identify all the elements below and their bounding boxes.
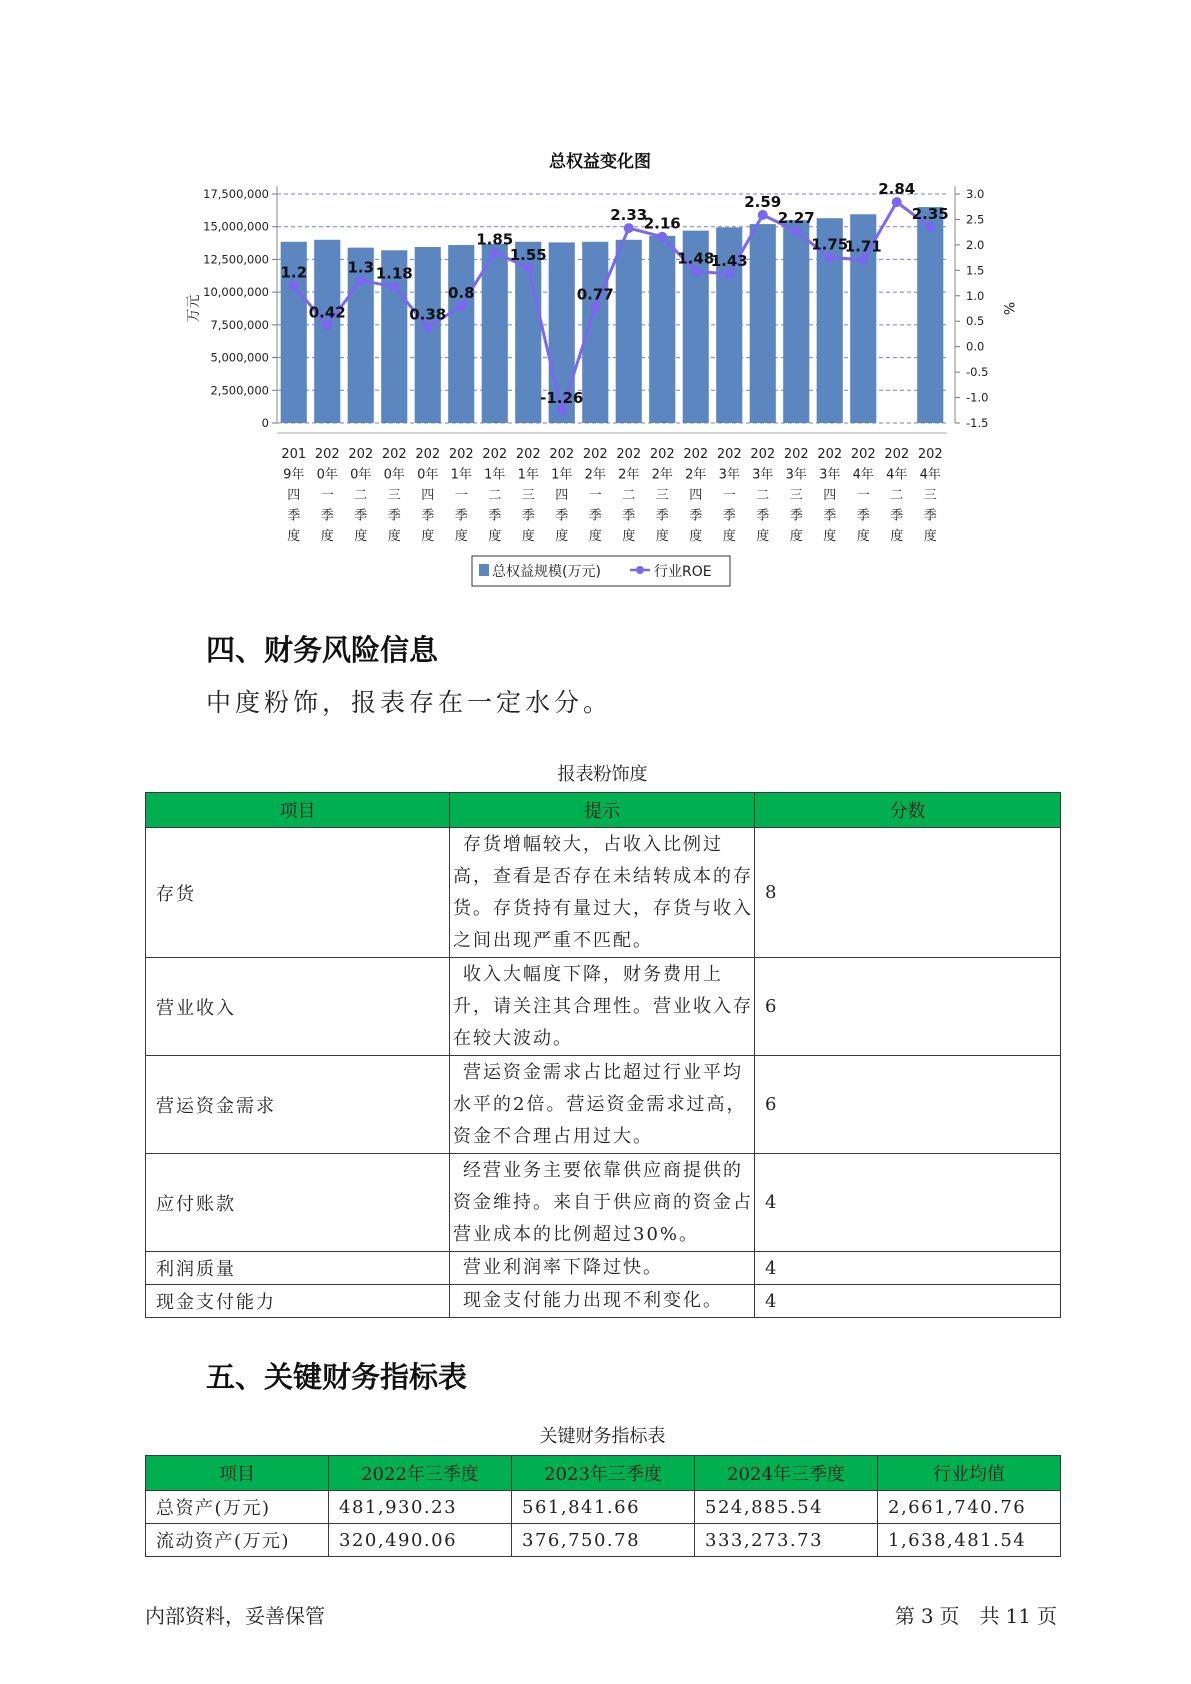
roe-point: [791, 226, 801, 236]
roe-data-label: 1.18: [375, 264, 413, 283]
risk-hint: 收入大幅度下降，财务费用上升，请关注其合理性。营业收入存在较大波动。: [453, 963, 753, 1049]
bar: [616, 240, 642, 423]
x-tick-label: 一: [588, 488, 602, 503]
x-tick-label: 1年: [450, 467, 472, 483]
roe-data-label: 1.85: [476, 230, 514, 249]
column-header-score: 分数: [755, 793, 1061, 828]
y-tick-label: 10,000,000: [203, 285, 269, 300]
y2-tick-label: 2.0: [966, 237, 985, 252]
x-tick-label: 三: [655, 488, 669, 503]
y-tick-label: 12,500,000: [203, 252, 269, 267]
y2-tick-label: 1.0: [966, 288, 985, 303]
x-tick-label: 0年: [316, 467, 338, 483]
roe-point: [758, 210, 768, 220]
roe-point: [289, 281, 299, 291]
column-header-2024q3: 2024年三季度: [695, 1456, 878, 1491]
risk-item: 应付账款: [146, 1154, 450, 1252]
x-tick-label: 1年: [517, 467, 539, 483]
x-tick-label: 季: [890, 508, 904, 524]
x-tick-label: 季: [923, 508, 937, 524]
x-tick-label: 季: [454, 508, 468, 524]
table-row: [146, 1154, 1061, 1252]
x-tick-label: 202: [415, 447, 441, 462]
roe-data-label: 2.27: [777, 209, 815, 228]
roe-data-label: 1.75: [811, 235, 849, 254]
column-header-item: 项目: [146, 1456, 329, 1491]
x-tick-label: 季: [823, 508, 837, 524]
roe-data-label: 2.84: [878, 180, 916, 199]
x-tick-label: 季: [488, 508, 502, 524]
x-tick-label: 三: [923, 488, 937, 503]
y-tick-label: 5,000,000: [210, 350, 269, 365]
roe-data-label: 1.2: [280, 263, 308, 282]
risk-summary: 中度粉饰，报表存在一定水分。: [206, 688, 613, 717]
kpi-value: 481,930.23: [329, 1491, 512, 1524]
x-tick-label: 2年: [618, 467, 640, 483]
x-tick-label: 4年: [852, 467, 874, 483]
x-tick-label: 度: [387, 529, 401, 544]
y-axis-label: 万元: [186, 294, 202, 323]
risk-score: 8: [755, 828, 1061, 958]
roe-data-label: 1.48: [677, 249, 715, 268]
x-tick-label: 202: [314, 447, 340, 462]
x-tick-label: 度: [655, 529, 669, 544]
risk-table: [145, 792, 1061, 1318]
roe-data-label: 1.43: [710, 251, 748, 270]
x-tick-label: 一: [320, 488, 334, 503]
roe-data-label: 2.35: [911, 205, 949, 224]
x-tick-label: 202: [649, 447, 675, 462]
x-tick-label: 1年: [484, 467, 506, 483]
bar: [415, 247, 441, 423]
x-tick-label: 2年: [584, 467, 606, 483]
x-tick-label: 4年: [886, 467, 908, 483]
y2-tick-label: -1.5: [966, 416, 989, 430]
x-tick-label: 季: [521, 508, 535, 524]
roe-point: [624, 223, 634, 233]
column-header-2022q3: 2022年三季度: [329, 1456, 512, 1491]
y-tick-label: 0: [261, 416, 269, 430]
x-tick-label: 202: [549, 447, 575, 462]
x-tick-label: 202: [716, 447, 742, 462]
x-tick-label: 度: [823, 529, 837, 544]
y2-tick-label: -1.0: [966, 390, 989, 405]
x-tick-label: 3年: [752, 467, 774, 483]
roe-data-label: -1.26: [540, 388, 584, 407]
column-header-2023q3: 2023年三季度: [512, 1456, 695, 1491]
kpi-item: 流动资产(万元): [146, 1524, 329, 1557]
bar: [482, 244, 508, 423]
y2-tick-label: 0.5: [966, 314, 985, 329]
kpi-value: 2,661,740.76: [878, 1491, 1061, 1524]
x-tick-label: 季: [622, 508, 636, 524]
risk-score: 4: [755, 1154, 1061, 1252]
roe-data-label: 0.38: [409, 305, 447, 324]
table-row: [146, 958, 1061, 1056]
x-tick-label: 一: [722, 488, 736, 503]
roe-point: [322, 320, 332, 330]
x-tick-label: 3年: [819, 467, 841, 483]
kpi-table-caption: 关键财务指标表: [539, 1426, 666, 1447]
x-tick-label: 二: [354, 488, 368, 503]
x-tick-label: 季: [856, 508, 870, 524]
chart-title: 总权益变化图: [549, 152, 651, 172]
y-tick-label: 7,500,000: [210, 317, 269, 332]
x-tick-label: 3年: [785, 467, 807, 483]
x-tick-label: 季: [320, 508, 334, 524]
risk-item: 营运资金需求: [146, 1056, 450, 1154]
footer-confidential: 内部资料，妥善保管: [145, 1604, 325, 1628]
x-tick-label: 季: [287, 508, 301, 524]
x-tick-label: 2年: [651, 467, 673, 483]
risk-score: 6: [755, 1056, 1061, 1154]
x-tick-label: 1年: [551, 467, 573, 483]
kpi-value: 333,273.73: [695, 1524, 878, 1557]
roe-point: [858, 255, 868, 265]
x-tick-label: 度: [923, 529, 937, 544]
y-tick-label: 2,500,000: [210, 383, 269, 398]
x-tick-label: 季: [354, 508, 368, 524]
roe-point: [456, 301, 466, 311]
x-tick-label: 度: [454, 529, 468, 544]
legend-swatch-point: [636, 566, 644, 574]
x-tick-label: 四: [555, 488, 569, 503]
x-tick-label: 202: [884, 447, 910, 462]
table-row: [146, 1056, 1061, 1154]
risk-item: 利润质量: [146, 1252, 450, 1285]
page-suffix: 页: [1037, 1604, 1057, 1628]
page-prefix: 第: [894, 1604, 915, 1628]
roe-point: [825, 253, 835, 263]
x-tick-label: 202: [448, 447, 474, 462]
section-heading-financial-risk: 四、财务风险信息: [206, 633, 439, 667]
risk-score: 6: [755, 958, 1061, 1056]
bar: [750, 224, 776, 423]
x-tick-label: 度: [856, 529, 870, 544]
y-tick-label: 17,500,000: [203, 187, 269, 201]
bar: [649, 236, 675, 423]
x-tick-label: 202: [850, 447, 876, 462]
roe-point: [691, 266, 701, 276]
x-tick-label: 202: [348, 447, 374, 462]
roe-data-label: 1.3: [347, 258, 375, 277]
x-tick-label: 度: [622, 529, 636, 544]
x-tick-label: 202: [381, 447, 407, 462]
x-tick-label: 季: [756, 508, 770, 524]
page-total: 11: [1005, 1604, 1031, 1628]
x-tick-label: 度: [756, 529, 770, 544]
x-tick-label: 9年: [283, 467, 305, 483]
roe-point: [557, 406, 567, 416]
x-tick-label: 二: [890, 488, 904, 503]
table-row: [146, 1285, 1061, 1318]
x-tick-label: 二: [488, 488, 502, 503]
x-tick-label: 4年: [919, 467, 941, 483]
x-tick-label: 度: [789, 529, 803, 544]
x-tick-label: 2年: [685, 467, 707, 483]
page-number: [892, 1600, 1060, 1629]
x-tick-label: 度: [488, 529, 502, 544]
x-tick-label: 度: [588, 529, 602, 544]
roe-point: [657, 232, 667, 242]
roe-point: [490, 248, 500, 258]
x-tick-label: 季: [387, 508, 401, 524]
y2-tick-label: -0.5: [966, 365, 989, 380]
kpi-value: 1,638,481.54: [878, 1524, 1061, 1557]
x-tick-label: 201: [281, 447, 307, 462]
x-tick-label: 季: [588, 508, 602, 524]
x-tick-label: 202: [783, 447, 809, 462]
roe-point: [590, 302, 600, 312]
page-mid: 页 共: [939, 1604, 1000, 1628]
x-tick-label: 三: [789, 488, 803, 503]
x-tick-label: 度: [320, 529, 334, 544]
y2-tick-label: 2.5: [966, 212, 985, 227]
roe-data-label: 0.8: [447, 283, 475, 302]
equity-chart: [0, 0, 1191, 600]
risk-table-caption: 报表粉饰度: [557, 764, 648, 785]
x-tick-label: 202: [683, 447, 709, 462]
bar: [448, 245, 474, 423]
x-tick-label: 202: [750, 447, 776, 462]
section-heading-key-indicators: 五、关键财务指标表: [206, 1360, 468, 1394]
risk-score: 4: [755, 1252, 1061, 1285]
roe-data-label: 0.77: [576, 285, 614, 304]
x-tick-label: 季: [421, 508, 435, 524]
x-tick-label: 四: [421, 488, 435, 503]
x-tick-label: 一: [454, 488, 468, 503]
risk-hint: 营运资金需求占比超过行业平均水平的2倍。营运资金需求过高，资金不合理占用过大。: [453, 1061, 747, 1147]
kpi-table-header: [146, 1456, 1061, 1491]
x-tick-label: 0年: [383, 467, 405, 483]
page-current: 3: [920, 1604, 934, 1628]
bar: [314, 240, 340, 423]
x-tick-label: 四: [287, 488, 301, 503]
legend-label-bar: 总权益规模(万元): [492, 564, 601, 580]
x-tick-label: 季: [689, 508, 703, 524]
roe-data-label: 0.42: [308, 303, 346, 322]
roe-point: [892, 197, 902, 207]
kpi-item: 总资产(万元): [146, 1491, 329, 1524]
bar: [917, 207, 943, 423]
x-tick-label: 度: [890, 529, 904, 544]
x-tick-label: 二: [756, 488, 770, 503]
risk-item: 营业收入: [146, 958, 450, 1056]
bar: [783, 220, 809, 423]
x-tick-label: 度: [555, 529, 569, 544]
x-tick-label: 度: [689, 529, 703, 544]
roe-data-label: 2.59: [744, 192, 782, 211]
x-tick-label: 202: [515, 447, 541, 462]
kpi-table: [145, 1455, 1061, 1557]
x-tick-label: 度: [722, 529, 736, 544]
x-tick-label: 季: [722, 508, 736, 524]
x-tick-label: 202: [917, 447, 943, 462]
table-row: [146, 1252, 1061, 1285]
x-tick-label: 季: [655, 508, 669, 524]
x-tick-label: 度: [421, 529, 435, 544]
roe-data-label: 2.16: [643, 214, 681, 233]
x-tick-label: 度: [354, 529, 368, 544]
column-header-industry-avg: 行业均值: [878, 1456, 1061, 1491]
x-tick-label: 二: [622, 488, 636, 503]
risk-table-header: [146, 793, 1061, 828]
roe-data-label: 1.71: [844, 237, 882, 256]
x-tick-label: 度: [521, 529, 535, 544]
risk-item: 现金支付能力: [146, 1285, 450, 1318]
table-row: [146, 828, 1061, 958]
legend-swatch-bar: [479, 564, 489, 576]
kpi-value: 376,750.78: [512, 1524, 695, 1557]
roe-data-label: 1.55: [509, 245, 547, 264]
x-tick-label: 四: [823, 488, 837, 503]
risk-score: 4: [755, 1285, 1061, 1318]
y-tick-label: 15,000,000: [203, 219, 269, 234]
table-row: [146, 1491, 1061, 1524]
risk-hint: 营业利润率下降过快。: [463, 1257, 663, 1278]
table-row: [146, 1524, 1061, 1557]
x-tick-label: 三: [521, 488, 535, 503]
risk-hint: 经营业务主要依靠供应商提供的资金维持。来自于供应商的资金占营业成本的比例超过30%。: [453, 1159, 753, 1245]
x-tick-label: 3年: [718, 467, 740, 483]
legend-label-line: 行业ROE: [654, 564, 712, 580]
risk-hint: 存货增幅较大，占收入比例过高，查看是否存在未结转成本的存货。存货持有量过大，存货与收入之间出现严重不匹配。: [453, 833, 753, 951]
y2-tick-label: 0.0: [966, 339, 985, 354]
y2-axis-label: %: [1000, 301, 1016, 316]
x-tick-label: 三: [387, 488, 401, 503]
kpi-value: 524,885.54: [695, 1491, 878, 1524]
x-tick-label: 0年: [417, 467, 439, 483]
x-tick-label: 四: [689, 488, 703, 503]
roe-point: [356, 276, 366, 286]
kpi-value: 561,841.66: [512, 1491, 695, 1524]
x-tick-label: 一: [856, 488, 870, 503]
roe-point: [389, 282, 399, 292]
kpi-value: 320,490.06: [329, 1524, 512, 1557]
roe-data-label: 2.33: [610, 206, 648, 225]
y2-tick-label: 3.0: [966, 187, 985, 201]
risk-hint: 现金支付能力出现不利变化。: [463, 1290, 723, 1311]
column-header-hint: 提示: [450, 793, 755, 828]
x-tick-label: 202: [817, 447, 843, 462]
roe-point: [925, 222, 935, 232]
roe-point: [423, 322, 433, 332]
roe-point: [724, 269, 734, 279]
x-tick-label: 202: [482, 447, 508, 462]
x-tick-label: 度: [287, 529, 301, 544]
column-header-item: 项目: [146, 793, 450, 828]
risk-item: 存货: [146, 828, 450, 958]
roe-point: [523, 263, 533, 273]
x-tick-label: 202: [582, 447, 608, 462]
x-tick-label: 季: [555, 508, 569, 524]
y2-tick-label: 1.5: [966, 263, 985, 278]
x-tick-label: 202: [616, 447, 642, 462]
x-tick-label: 0年: [350, 467, 372, 483]
x-tick-label: 季: [789, 508, 803, 524]
